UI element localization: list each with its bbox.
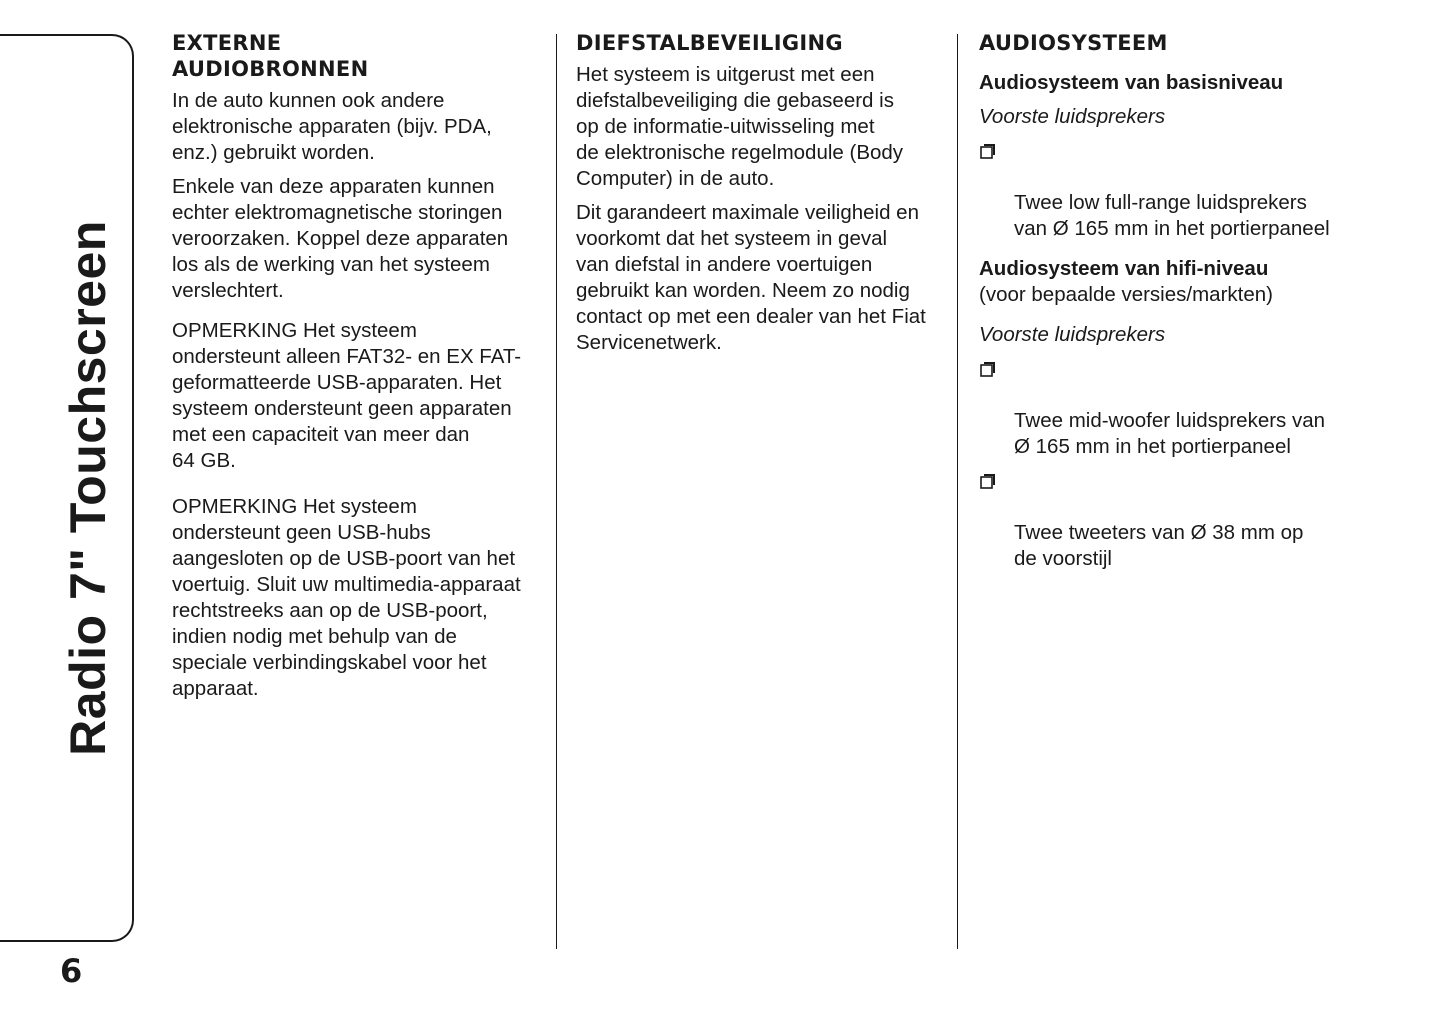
chapter-title: Radio 7" Touchscreen xyxy=(60,220,116,756)
list-item xyxy=(979,356,1359,460)
paragraph: Dit garandeert maximale veiligheid en voorkomt dat het systeem in geval van diefstal in andere voertuigen gebruikt kan worden. Neem zo nodig contact op met een dealer van het Fiat Servicenetwerk. xyxy=(576,201,926,354)
paragraph: Het systeem is uitgerust met een diefstalbeveiliging die gebaseerd is op de informatie-uitwisseling met de elektronische regelmodule (Body Computer) in de auto. xyxy=(576,63,904,190)
subsubheading-front-speakers: Voorste luidsprekers xyxy=(979,105,1166,128)
checkbox-bullet-icon xyxy=(980,362,995,377)
column-divider xyxy=(556,34,557,949)
column-external-sources xyxy=(172,30,542,702)
paragraph: In de auto kunnen ook andere elektronische apparaten (bijv. PDA, enz.) gebruikt worden. xyxy=(172,89,492,164)
checkbox-bullet-icon xyxy=(980,144,995,159)
list-item xyxy=(979,468,1359,572)
subheading-hifi: Audiosysteem van hifi-niveau xyxy=(979,257,1269,280)
subheading-note: (voor bepaalde versies/markten) xyxy=(979,283,1273,306)
paragraph: Enkele van deze apparaten kunnen echter elektromagnetische storingen veroorzaken. Koppel deze apparaten los als de werking van het systeem verslechtert. xyxy=(172,175,509,302)
section-heading-audio-system: AUDIOSYSTEEM xyxy=(979,31,1168,55)
subsubheading-front-speakers: Voorste luidsprekers xyxy=(979,323,1166,346)
list-item-text: Twee low full-range luidsprekers van Ø 165 mm in het portierpaneel xyxy=(1014,191,1330,240)
note-paragraph: OPMERKING Het systeem ondersteunt geen USB-hubs aangesloten op de USB-poort van het voertuig. Sluit uw multimedia-apparaat rechtstreeks aan op de USB-poort, indien nodig met behulp van de speciale verbindingskabel voor het apparaat. xyxy=(172,495,521,700)
subheading-basic: Audiosysteem van basisniveau xyxy=(979,71,1284,94)
list-item-text: Twee mid-woofer luidsprekers van Ø 165 mm in het portierpaneel xyxy=(1014,409,1326,458)
section-heading-external-sources: EXTERNE AUDIOBRONNEN xyxy=(172,31,369,81)
column-divider xyxy=(957,34,958,949)
column-audio-system xyxy=(979,30,1359,572)
column-anti-theft xyxy=(576,30,946,356)
list-item xyxy=(979,138,1359,242)
list-item-text: Twee tweeters van Ø 38 mm op de voorstijl xyxy=(1014,521,1304,570)
note-paragraph: OPMERKING Het systeem ondersteunt alleen FAT32- en EX FAT- geformatteerde USB-apparaten. Het systeem ondersteunt geen apparaten met een capaciteit van meer dan 64 GB. xyxy=(172,319,522,472)
checkbox-bullet-icon xyxy=(980,474,995,489)
section-heading-anti-theft: DIEFSTALBEVEILIGING xyxy=(576,31,843,55)
page-number: 6 xyxy=(60,952,83,990)
